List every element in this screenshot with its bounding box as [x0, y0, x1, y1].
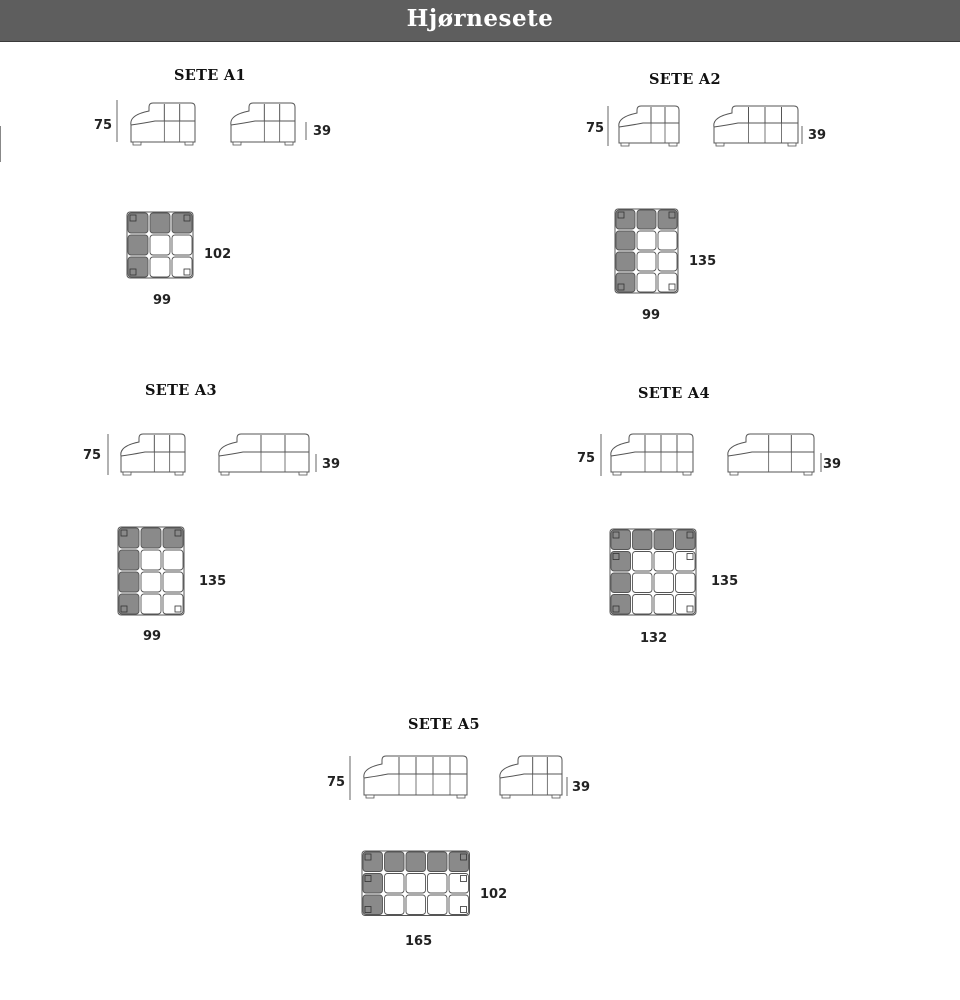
plan-width-dimension: 99: [642, 308, 661, 323]
front-view: [500, 756, 562, 798]
cushion-empty: [633, 595, 653, 615]
cushion-empty: [428, 895, 448, 915]
section-title: SETE A4: [638, 385, 710, 402]
sofa-leg: [299, 472, 307, 475]
plan-width-dimension: 165: [405, 934, 433, 949]
section-title: SETE A2: [649, 71, 721, 88]
cushion-filled: [363, 874, 383, 894]
cushion-empty: [637, 231, 656, 250]
sofa-leg: [123, 472, 131, 475]
sofa-outline: [121, 434, 185, 472]
sofa-leg: [502, 795, 510, 798]
sofa-leg: [613, 472, 621, 475]
front-view: [364, 756, 467, 798]
plan-depth-dimension: 102: [204, 247, 232, 262]
plan-depth-dimension: 135: [711, 574, 739, 589]
cushion-empty: [637, 252, 656, 271]
cushion-empty: [141, 550, 161, 570]
plan-depth-dimension: 135: [689, 254, 717, 269]
cushion-filled: [637, 210, 656, 229]
sofa-leg: [233, 142, 241, 145]
cushion-empty: [658, 231, 677, 250]
depth-dimension: 39: [808, 128, 827, 143]
front-view: [728, 434, 814, 475]
plan-depth-dimension: 102: [480, 887, 508, 902]
sofa-leg: [133, 142, 141, 145]
cushion-filled: [611, 552, 631, 572]
sofa-leg: [457, 795, 465, 798]
front-view: [131, 103, 195, 145]
sofa-leg: [669, 143, 677, 146]
cushion-empty: [658, 252, 677, 271]
cushion-filled: [385, 852, 405, 872]
sofa-outline: [714, 106, 798, 143]
cushion-empty: [428, 874, 448, 894]
cushion-filled: [163, 528, 183, 548]
sofa-leg: [221, 472, 229, 475]
sofa-leg: [804, 472, 812, 475]
cushion-filled: [363, 895, 383, 915]
cushion-filled: [611, 530, 631, 550]
plan-width-dimension: 132: [640, 631, 668, 646]
page-title: Hjørnesete: [406, 5, 554, 32]
cushion-filled: [676, 530, 696, 550]
sofa-leg: [683, 472, 691, 475]
cushion-empty: [676, 552, 696, 572]
cushion-filled: [611, 595, 631, 615]
sofa-leg: [730, 472, 738, 475]
sofa-outline: [131, 103, 195, 142]
cushion-empty: [150, 235, 170, 255]
cushion-empty: [633, 573, 653, 593]
cushion-filled: [449, 852, 469, 872]
cushion-empty: [163, 594, 183, 614]
cushion-empty: [654, 595, 674, 615]
front-view: [219, 434, 309, 475]
sofa-outline: [619, 106, 679, 143]
cushion-filled: [119, 550, 139, 570]
cushion-empty: [654, 552, 674, 572]
cushion-filled: [611, 573, 631, 593]
section-title: SETE A3: [145, 382, 217, 399]
cushion-empty: [163, 550, 183, 570]
cushion-empty: [449, 895, 469, 915]
plan-view: [610, 529, 696, 615]
cushion-filled: [119, 528, 139, 548]
sofa-leg: [185, 142, 193, 145]
cushion-filled: [616, 210, 635, 229]
plan-view: [362, 851, 470, 916]
plan-view: [615, 209, 678, 293]
cushion-empty: [676, 573, 696, 593]
cushion-empty: [637, 273, 656, 292]
cushion-filled: [616, 231, 635, 250]
front-view: [121, 434, 185, 475]
cushion-empty: [150, 257, 170, 277]
sofa-outline: [611, 434, 693, 472]
cushion-filled: [616, 252, 635, 271]
sofa-leg: [175, 472, 183, 475]
cushion-empty: [449, 874, 469, 894]
cushion-filled: [128, 257, 148, 277]
height-dimension: 75: [577, 451, 596, 466]
cushion-empty: [406, 874, 426, 894]
front-view: [619, 106, 679, 146]
plan-view: [127, 212, 193, 278]
cushion-empty: [172, 257, 192, 277]
plan-width-dimension: 99: [143, 629, 162, 644]
cushion-filled: [150, 213, 170, 233]
cushion-filled: [128, 213, 148, 233]
height-dimension: 75: [327, 775, 346, 790]
sofa-leg: [716, 143, 724, 146]
depth-dimension: 39: [823, 457, 842, 472]
sofa-outline: [728, 434, 814, 472]
cushion-filled: [633, 530, 653, 550]
sofa-outline: [219, 434, 309, 472]
cushion-empty: [172, 235, 192, 255]
cushion-empty: [633, 552, 653, 572]
sofa-outline: [231, 103, 295, 142]
section-title: SETE A1: [174, 67, 246, 84]
height-dimension: 75: [94, 118, 113, 133]
cushion-empty: [385, 895, 405, 915]
sofa-outline: [500, 756, 562, 795]
cushion-filled: [172, 213, 192, 233]
height-dimension: 75: [586, 121, 605, 136]
section-title: SETE A5: [408, 716, 480, 733]
depth-dimension: 39: [313, 124, 332, 139]
depth-dimension: 39: [572, 780, 591, 795]
front-view: [611, 434, 693, 475]
cushion-empty: [406, 895, 426, 915]
cushion-empty: [676, 595, 696, 615]
cushion-empty: [141, 594, 161, 614]
cushion-filled: [363, 852, 383, 872]
plan-view: [118, 527, 184, 615]
sofa-leg: [285, 142, 293, 145]
front-view: [231, 103, 295, 145]
cushion-empty: [385, 874, 405, 894]
front-view: [714, 106, 798, 146]
height-dimension: 75: [83, 448, 102, 463]
cushion-filled: [128, 235, 148, 255]
sofa-leg: [366, 795, 374, 798]
plan-width-dimension: 99: [153, 293, 172, 308]
sofa-leg: [621, 143, 629, 146]
cushion-filled: [141, 528, 161, 548]
depth-dimension: 39: [322, 457, 341, 472]
cushion-filled: [616, 273, 635, 292]
cushion-empty: [658, 273, 677, 292]
cushion-empty: [163, 572, 183, 592]
cushion-filled: [428, 852, 448, 872]
plan-depth-dimension: 135: [199, 574, 227, 589]
cushion-filled: [119, 594, 139, 614]
cushion-filled: [658, 210, 677, 229]
cushion-filled: [406, 852, 426, 872]
cushion-filled: [119, 572, 139, 592]
cushion-filled: [654, 530, 674, 550]
cushion-empty: [141, 572, 161, 592]
sofa-leg: [788, 143, 796, 146]
sofa-leg: [552, 795, 560, 798]
cushion-empty: [654, 573, 674, 593]
